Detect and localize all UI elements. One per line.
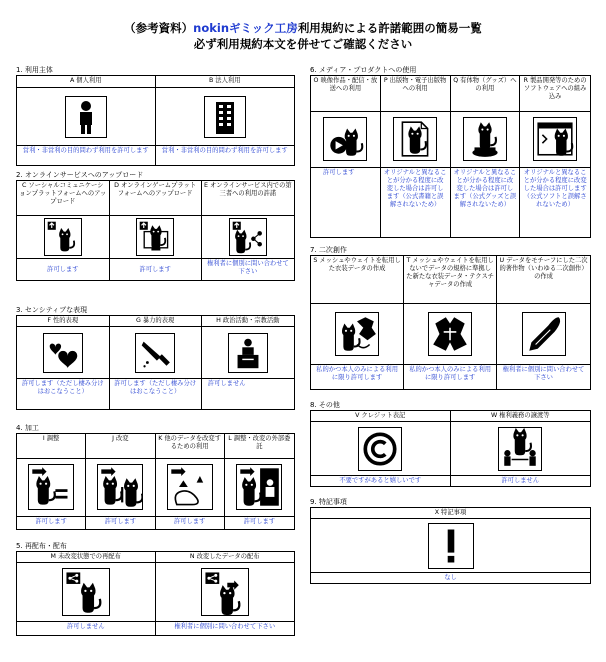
item-verdict: 私的かつ本人のみによる利用に限り許可します: [404, 364, 496, 389]
item-head: X 特記事項: [311, 508, 590, 519]
item-personal-use: [17, 76, 156, 165]
item-reuse-for-other-data: [156, 434, 225, 529]
item-verdict: 許可します: [17, 516, 85, 529]
knife-icon: [135, 333, 175, 373]
item-verdict: 許可します: [17, 258, 109, 280]
item-new-outfit-texture: [404, 256, 497, 389]
item-credit-notation: [311, 411, 451, 486]
item-verdict: 許可します: [225, 516, 294, 529]
item-verdict: 許可しません: [202, 378, 294, 409]
item-head: H 政治活動・宗教活動: [202, 316, 294, 327]
item-verdict: 権利者に個別に問い合わせて下さい: [156, 621, 295, 635]
pen-icon: [522, 312, 566, 356]
section-label: 1. 利用主体: [16, 66, 53, 74]
publication-icon: [393, 117, 437, 161]
item-outfit-mesh-transfer: [311, 256, 404, 389]
outfit-transfer-icon: [335, 312, 379, 356]
section-label: 2. オンラインサービスへのアップロード: [16, 171, 144, 179]
item-head: T メッシュやウェイトを転用しないでデータの規格に準拠した新たな衣装データ・テクスチャデータの作成: [404, 256, 496, 304]
section-processing: [16, 424, 295, 530]
outsource-icon: [236, 464, 282, 510]
item-verdict: 許可します: [86, 516, 154, 529]
section-label: 7. 二次創作: [310, 246, 347, 254]
section-label: 8. その他: [310, 401, 340, 409]
redistribute-icon: [62, 568, 110, 616]
item-goods: [451, 76, 521, 237]
section-label: 5. 再配布・配布: [16, 542, 67, 550]
section-other: [310, 401, 591, 487]
section-label: 3. センシティブな表現: [16, 306, 88, 314]
speaker-podium-icon: [228, 333, 268, 373]
item-head: F 性的表現: [17, 316, 109, 327]
item-verdict: 権利者に個別に問い合わせて下さい: [497, 364, 590, 389]
person-icon: [65, 96, 107, 138]
page-subtitle: 必ず利用規約本文を併せてご確認ください: [193, 37, 413, 51]
item-verdict: オリジナルと異なることが分かる程度に改変した場合は許可します（公式ソフトと誤解されないため）: [520, 167, 590, 237]
section-usage-entity: [16, 66, 295, 166]
section-special-notes: [310, 498, 591, 584]
section-label: 9. 特記事項: [310, 498, 347, 506]
video-icon: [323, 117, 367, 161]
item-video-broadcast: [311, 76, 381, 237]
item-head: I 調整: [17, 434, 85, 459]
item-third-party-license: [202, 181, 294, 280]
software-icon: [533, 117, 577, 161]
copyright-icon: [358, 427, 402, 471]
item-verdict: 権利者に個別に問い合わせて下さい: [202, 258, 294, 280]
item-verdict: 許可します: [110, 258, 201, 280]
item-head: B 法人利用: [156, 76, 295, 88]
section-derivative-works: [310, 246, 591, 390]
goods-icon: [463, 117, 507, 161]
game-upload-icon: [136, 218, 174, 256]
section-label: 6. メディア・プロダクトへの使用: [310, 66, 417, 74]
item-verdict: 許可します: [311, 167, 380, 237]
sns-upload-icon: [44, 218, 82, 256]
item-verdict: 許可しません: [17, 621, 155, 635]
item-head: A 個人利用: [17, 76, 155, 88]
share-third-party-icon: [229, 218, 267, 256]
transfer-rights-icon: [498, 427, 542, 471]
item-head: R 製品開発等のためのソフトウェアへの組み込み: [520, 76, 590, 112]
item-verdict: 許可します: [156, 516, 224, 529]
item-head: V クレジット表記: [311, 411, 450, 422]
item-publication: [381, 76, 451, 237]
item-head: C ソーシャルコミュニケーションプラットフォームへのアップロード: [17, 181, 109, 216]
item-corporate-use: [156, 76, 295, 165]
item-head: U データをモチーフにした二次的著作物（いわゆる二次創作）の作成: [497, 256, 590, 304]
item-game-upload: [110, 181, 202, 280]
distribute-modified-icon: [201, 568, 249, 616]
exclamation-icon: [428, 523, 474, 569]
page-title: [0, 20, 606, 36]
item-head: N 改変したデータの配布: [156, 552, 295, 563]
item-verdict: 許可します（ただし棲み分けはおこなうこと）: [110, 378, 201, 409]
item-head: O 映像作品・配信・放送への利用: [311, 76, 380, 112]
item-head: W 権利義務の譲渡等: [451, 411, 591, 422]
modify-icon: [97, 464, 143, 510]
adjust-icon: [28, 464, 74, 510]
item-violent-expression: [110, 316, 202, 409]
item-verdict: 営利・非営利の目的問わず利用を許可します: [156, 145, 295, 165]
item-modified-distribution: [156, 552, 295, 635]
item-secondary-creation: [497, 256, 590, 389]
item-head: J 改変: [86, 434, 154, 459]
item-head: Q 有体物（グッズ）への利用: [451, 76, 520, 112]
item-outsource: [225, 434, 294, 529]
section-sensitive: [16, 306, 295, 410]
section-media-products: [310, 66, 591, 238]
item-verdict: 営利・非営利の目的問わず利用を許可します: [17, 145, 155, 165]
item-verdict: 許可します（ただし棲み分けはおこなうこと）: [17, 378, 109, 409]
item-adjust: [17, 434, 86, 529]
item-verdict: 許可しません: [451, 475, 591, 486]
item-sexual-expression: [17, 316, 110, 409]
building-icon: [204, 96, 246, 138]
item-special-notes: [311, 508, 590, 583]
item-head: D オンラインゲームプラットフォームへのアップロード: [110, 181, 201, 216]
title-brand: nokinギミック工房: [193, 21, 298, 35]
item-sns-upload: [17, 181, 110, 280]
item-head: L 調整・改変の外部委託: [225, 434, 294, 459]
item-verdict: オリジナルと異なることが分かる程度に改変した場合は許可します（公式グッズと誤解されないため）: [451, 167, 520, 237]
item-verdict: なし: [311, 572, 590, 583]
item-unmodified-redistribution: [17, 552, 156, 635]
item-transfer-rights: [451, 411, 591, 486]
item-software-embedding: [520, 76, 590, 237]
item-head: K 他のデータを改変するための利用: [156, 434, 224, 459]
item-political-religious: [202, 316, 294, 409]
section-online-upload: [16, 171, 295, 281]
item-head: M 未改変状態での再配布: [17, 552, 155, 563]
item-head: E オンラインサービス内での第三者への利用の許諾: [202, 181, 294, 216]
item-verdict: オリジナルと異なることが分かる程度に改変した場合は許可します（公式書籍と誤解されないため）: [381, 167, 450, 237]
item-head: G 暴力的表現: [110, 316, 201, 327]
title-suffix: 利用規約による許諾範囲の簡易一覧: [297, 21, 482, 35]
item-verdict: 不要ですがあると嬉しいです: [311, 475, 450, 486]
reuse-parts-icon: [167, 464, 213, 510]
new-outfit-icon: [428, 312, 472, 356]
item-head: P 出版物・電子出版物への利用: [381, 76, 450, 112]
section-label: 4. 加工: [16, 424, 39, 432]
item-modify: [86, 434, 155, 529]
title-prefix: （参考資料）: [124, 21, 194, 35]
item-verdict: 私的かつ本人のみによる利用に限り許可します: [311, 364, 403, 389]
item-head: S メッシュやウェイトを転用した衣装データの作成: [311, 256, 403, 304]
section-redistribution: [16, 542, 295, 636]
hearts-icon: [43, 333, 83, 373]
